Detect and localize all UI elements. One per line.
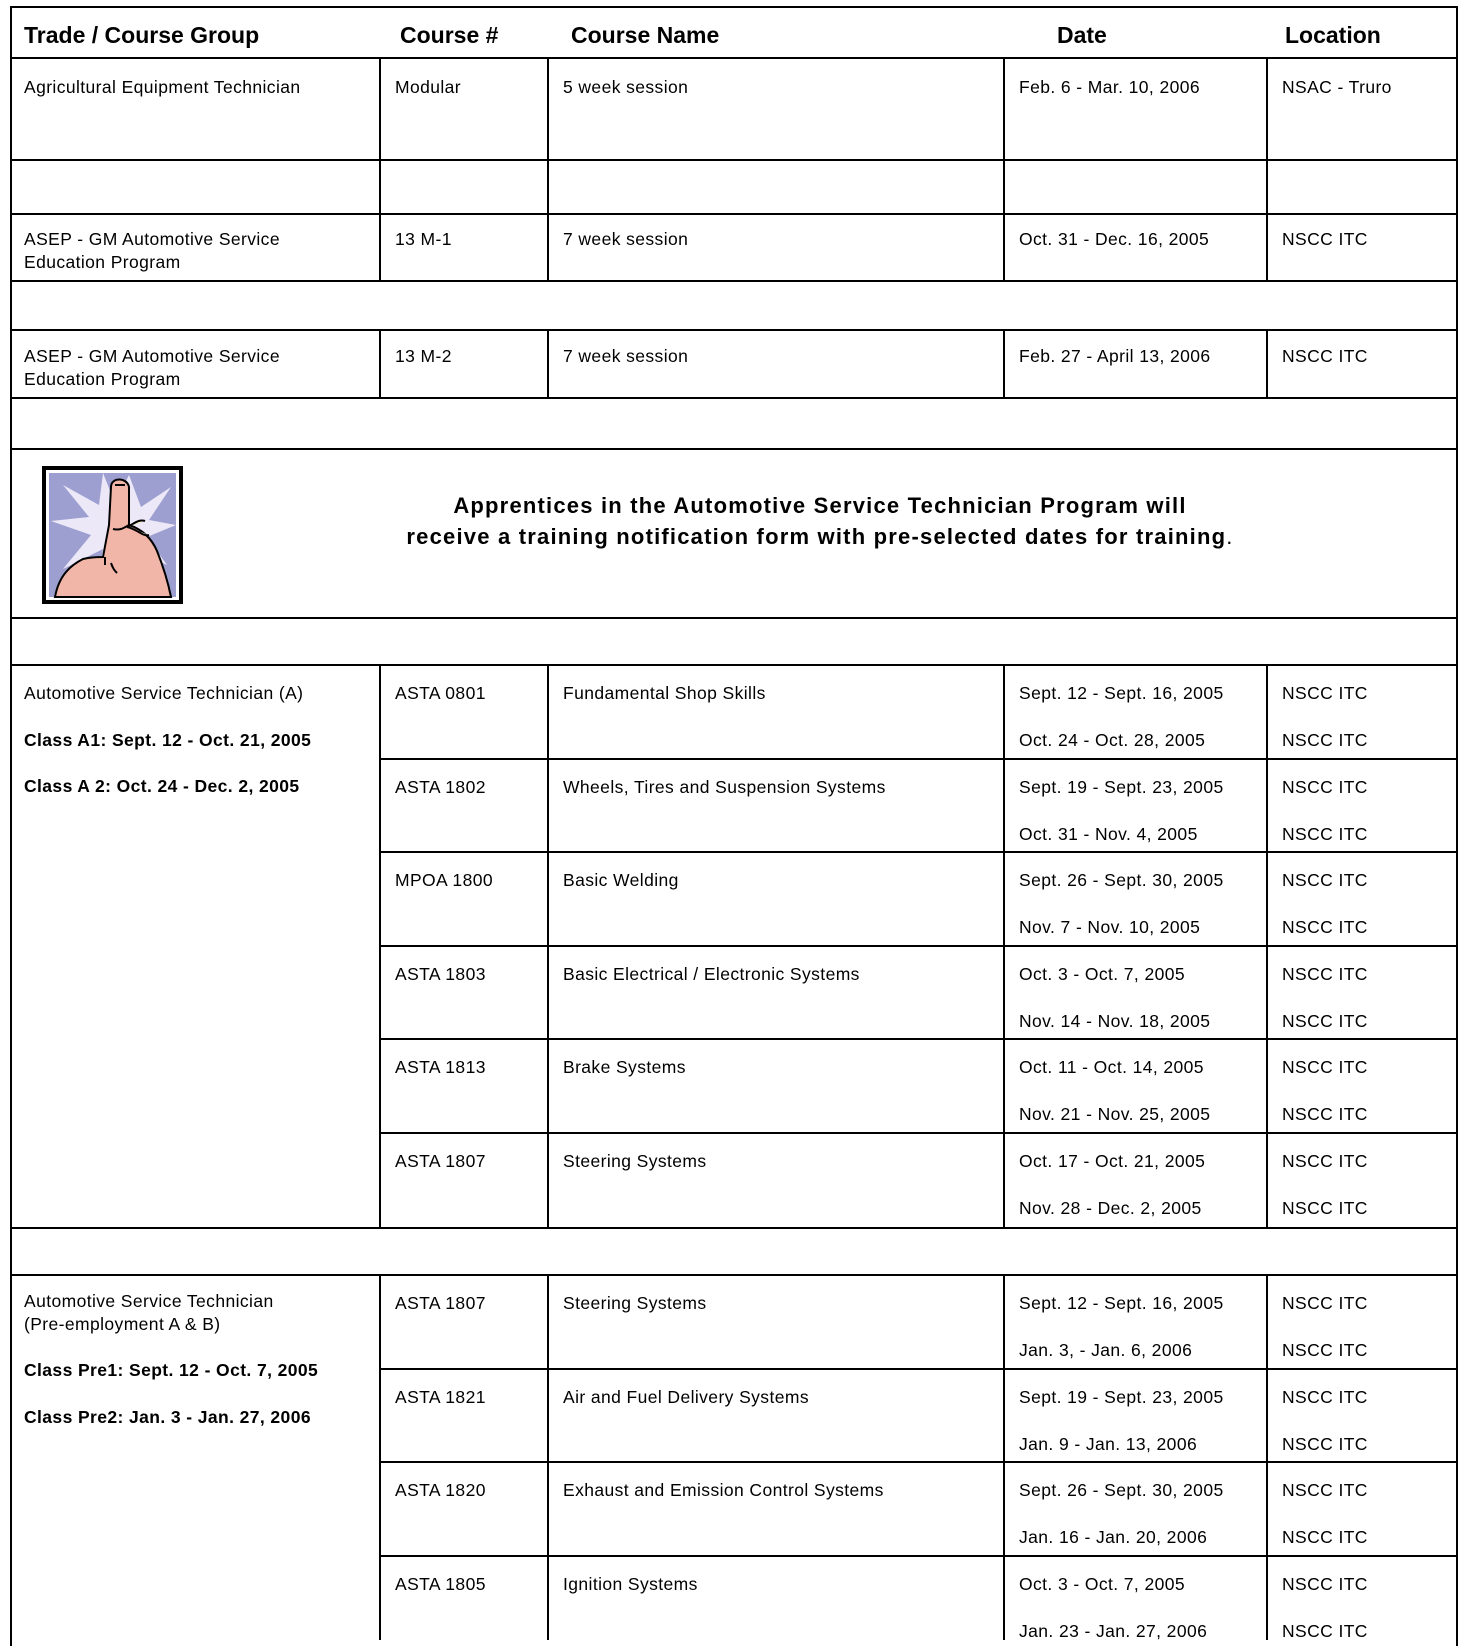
course-number: ASTA 1821	[395, 1387, 486, 1407]
course-date: Sept. 12 - Sept. 16, 2005	[1019, 1293, 1224, 1313]
class-a1: Class A1: Sept. 12 - Oct. 21, 2005	[24, 730, 312, 750]
course-location: NSCC ITC	[1282, 870, 1368, 890]
rule	[379, 57, 381, 213]
course-location: NSCC ITC	[1282, 1151, 1368, 1171]
course-location: NSCC ITC	[1282, 1011, 1368, 1031]
notice-line-2	[200, 521, 1440, 552]
course-name: Air and Fuel Delivery Systems	[563, 1387, 809, 1407]
group-asep: ASEP - GM Automotive Service	[24, 229, 280, 249]
rule	[1003, 1274, 1005, 1640]
course-divider	[379, 1368, 1458, 1370]
course-number: MPOA 1800	[395, 870, 493, 890]
course-number: ASTA 1813	[395, 1057, 486, 1077]
course-date: Feb. 6 - Mar. 10, 2006	[1019, 77, 1200, 97]
course-divider	[379, 1555, 1458, 1557]
group-ast-pre: Automotive Service Technician	[24, 1291, 274, 1311]
class-pre1: Class Pre1: Sept. 12 - Oct. 7, 2005	[24, 1360, 319, 1380]
rule	[10, 617, 1458, 619]
course-date: Oct. 17 - Oct. 21, 2005	[1019, 1151, 1206, 1171]
course-location: NSCC ITC	[1282, 824, 1368, 844]
course-date: Oct. 11 - Oct. 14, 2005	[1019, 1057, 1204, 1077]
rule	[10, 1227, 1458, 1229]
notice-line-2-period: .	[1226, 524, 1234, 549]
class-pre2: Class Pre2: Jan. 3 - Jan. 27, 2006	[24, 1407, 311, 1427]
course-divider	[379, 1038, 1458, 1040]
course-name: Steering Systems	[563, 1293, 707, 1313]
course-date: Oct. 31 - Nov. 4, 2005	[1019, 824, 1198, 844]
course-name: 5 week session	[563, 77, 689, 97]
course-location: NSCC ITC	[1282, 346, 1368, 366]
course-date: Oct. 31 - Dec. 16, 2005	[1019, 229, 1210, 249]
course-location: NSCC ITC	[1282, 1198, 1368, 1218]
course-name: Ignition Systems	[563, 1574, 698, 1594]
rule	[547, 329, 549, 397]
course-location: NSCC ITC	[1282, 683, 1368, 703]
course-location: NSCC ITC	[1282, 1104, 1368, 1124]
course-location: NSCC ITC	[1282, 1340, 1368, 1360]
course-location: NSCC ITC	[1282, 1434, 1368, 1454]
course-location: NSCC ITC	[1282, 1527, 1368, 1547]
header-date: Date	[1057, 22, 1107, 48]
rule	[547, 213, 549, 280]
course-name: Brake Systems	[563, 1057, 686, 1077]
course-date: Sept. 26 - Sept. 30, 2005	[1019, 1480, 1224, 1500]
course-date: Jan. 3, - Jan. 6, 2006	[1019, 1340, 1193, 1360]
rule	[1003, 213, 1005, 280]
rule	[10, 397, 1458, 399]
course-divider	[379, 1461, 1458, 1463]
course-number: ASTA 1820	[395, 1480, 486, 1500]
course-divider	[379, 945, 1458, 947]
group-asep: Education Program	[24, 369, 181, 389]
rule	[547, 1274, 549, 1640]
course-date: Sept. 19 - Sept. 23, 2005	[1019, 1387, 1224, 1407]
rule	[1266, 213, 1268, 280]
rule	[1266, 57, 1268, 213]
course-number: 13 M-2	[395, 346, 452, 366]
course-location: NSCC ITC	[1282, 777, 1368, 797]
rule	[1266, 1274, 1268, 1640]
group-ast-a: Automotive Service Technician (A)	[24, 683, 304, 703]
course-location: NSCC ITC	[1282, 917, 1368, 937]
course-location: NSCC ITC	[1282, 1057, 1368, 1077]
course-date: Jan. 16 - Jan. 20, 2006	[1019, 1527, 1208, 1547]
course-location: NSAC - Truro	[1282, 77, 1392, 97]
rule	[1266, 329, 1268, 397]
course-location: NSCC ITC	[1282, 730, 1368, 750]
rule	[10, 159, 1458, 161]
course-date: Oct. 24 - Oct. 28, 2005	[1019, 730, 1206, 750]
rule	[1003, 329, 1005, 397]
rule	[10, 329, 1458, 331]
header-course-number: Course #	[400, 22, 499, 48]
course-number: ASTA 1807	[395, 1151, 486, 1171]
course-date: Feb. 27 - April 13, 2006	[1019, 346, 1211, 366]
notice-line-2-text: receive a training notification form with pre-selected dates for training	[406, 524, 1227, 549]
rule	[379, 1274, 381, 1640]
course-name: 7 week session	[563, 346, 689, 366]
course-divider	[379, 851, 1458, 853]
rule	[10, 57, 1458, 59]
course-date: Jan. 23 - Jan. 27, 2006	[1019, 1621, 1208, 1641]
rule	[10, 448, 1458, 450]
course-location: NSCC ITC	[1282, 964, 1368, 984]
group-agricultural: Agricultural Equipment Technician	[24, 77, 301, 97]
reminder-finger-string-icon	[41, 465, 184, 605]
rule	[379, 329, 381, 397]
course-number: ASTA 1805	[395, 1574, 486, 1594]
course-location: NSCC ITC	[1282, 1621, 1368, 1641]
course-divider	[379, 758, 1458, 760]
course-divider	[379, 1132, 1458, 1134]
class-a2: Class A 2: Oct. 24 - Dec. 2, 2005	[24, 776, 300, 796]
course-name: 7 week session	[563, 229, 689, 249]
group-asep: Education Program	[24, 252, 181, 272]
course-name: Exhaust and Emission Control Systems	[563, 1480, 884, 1500]
course-date: Jan. 9 - Jan. 13, 2006	[1019, 1434, 1198, 1454]
rule	[547, 57, 549, 213]
rule	[10, 664, 1458, 666]
course-name: Steering Systems	[563, 1151, 707, 1171]
header-location: Location	[1285, 22, 1381, 48]
course-date: Nov. 28 - Dec. 2, 2005	[1019, 1198, 1202, 1218]
header-trade-group: Trade / Course Group	[24, 22, 260, 48]
course-date: Sept. 12 - Sept. 16, 2005	[1019, 683, 1224, 703]
course-number: ASTA 1803	[395, 964, 486, 984]
header-course-name: Course Name	[571, 22, 720, 48]
rule	[10, 213, 1458, 215]
course-date: Oct. 3 - Oct. 7, 2005	[1019, 964, 1185, 984]
group-ast-pre: (Pre-employment A & B)	[24, 1314, 221, 1334]
course-location: NSCC ITC	[1282, 1293, 1368, 1313]
course-date: Sept. 19 - Sept. 23, 2005	[1019, 777, 1224, 797]
rule	[379, 213, 381, 280]
course-date: Sept. 26 - Sept. 30, 2005	[1019, 870, 1224, 890]
course-name: Wheels, Tires and Suspension Systems	[563, 777, 886, 797]
rule	[1003, 57, 1005, 213]
course-date: Nov. 21 - Nov. 25, 2005	[1019, 1104, 1211, 1124]
course-date: Nov. 14 - Nov. 18, 2005	[1019, 1011, 1211, 1031]
course-location: NSCC ITC	[1282, 1574, 1368, 1594]
course-number: ASTA 0801	[395, 683, 486, 703]
course-location: NSCC ITC	[1282, 1480, 1368, 1500]
course-name: Basic Electrical / Electronic Systems	[563, 964, 860, 984]
rule	[10, 280, 1458, 282]
course-date: Nov. 7 - Nov. 10, 2005	[1019, 917, 1201, 937]
course-name: Basic Welding	[563, 870, 679, 890]
group-asep: ASEP - GM Automotive Service	[24, 346, 280, 366]
course-location: NSCC ITC	[1282, 229, 1368, 249]
course-number: 13 M-1	[395, 229, 452, 249]
notice-line-1: Apprentices in the Automotive Service Technician Program will	[453, 493, 1187, 518]
course-date: Oct. 3 - Oct. 7, 2005	[1019, 1574, 1185, 1594]
course-name: Fundamental Shop Skills	[563, 683, 766, 703]
course-location: NSCC ITC	[1282, 1387, 1368, 1407]
rule	[10, 1274, 1458, 1276]
course-number: ASTA 1807	[395, 1293, 486, 1313]
course-number: ASTA 1802	[395, 777, 486, 797]
course-number: Modular	[395, 77, 462, 97]
